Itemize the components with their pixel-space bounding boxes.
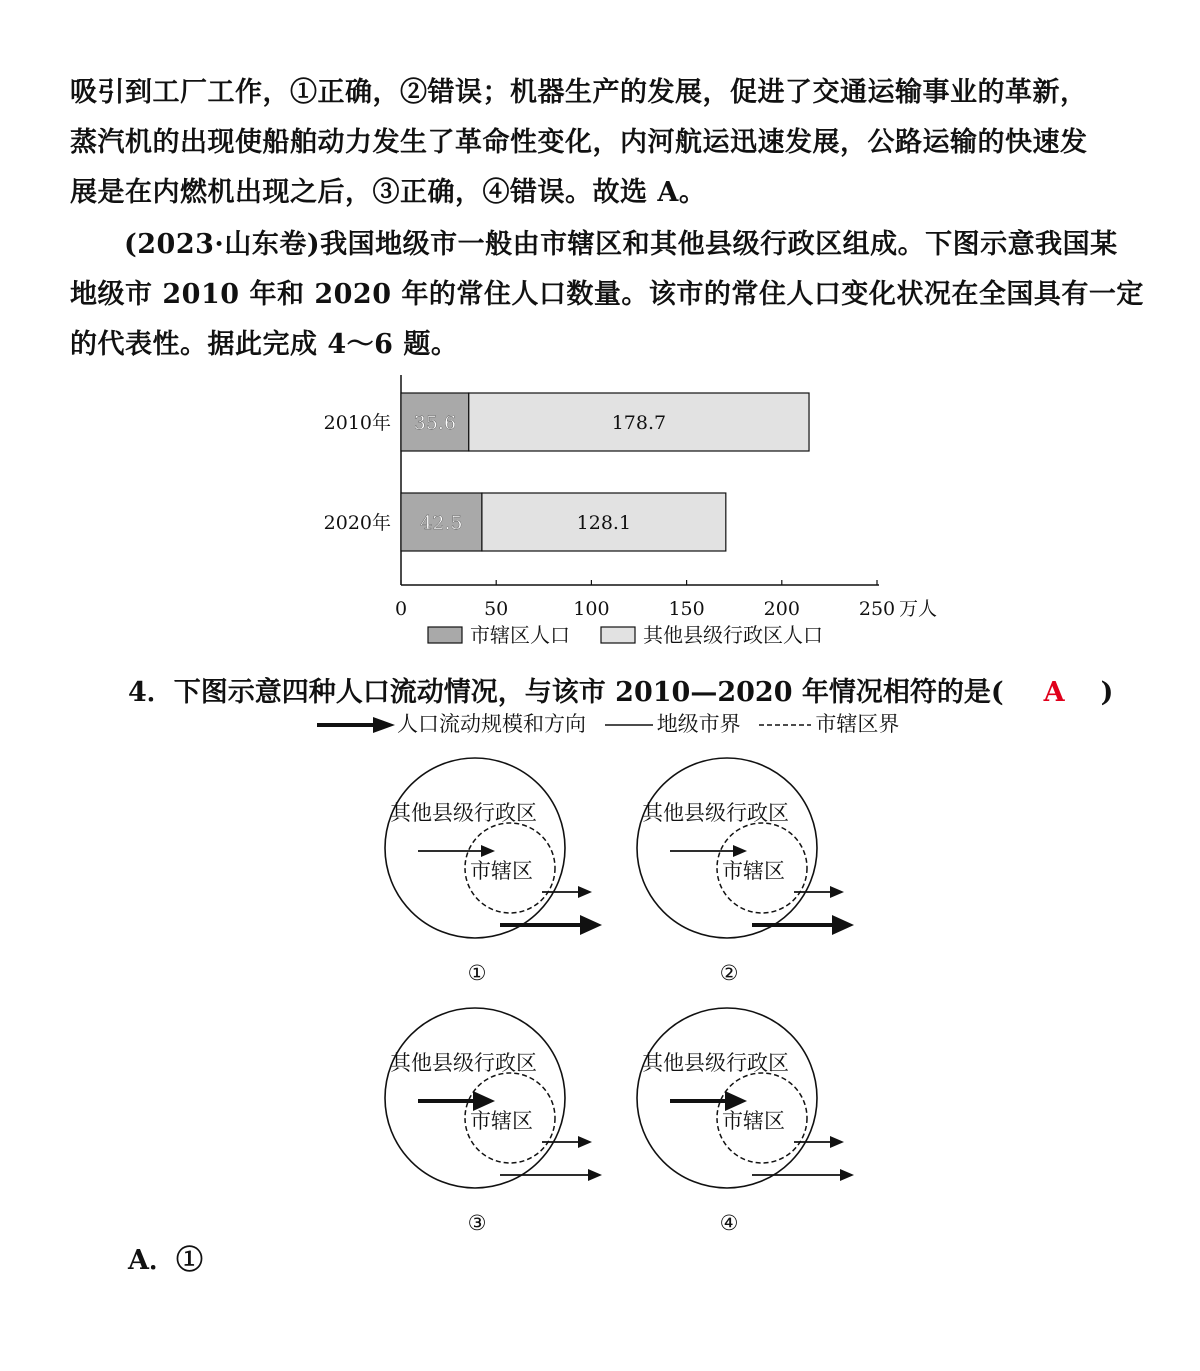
x-tick-label: 200 bbox=[763, 598, 800, 620]
panel-number: ② bbox=[719, 961, 739, 985]
x-tick-label: 250 bbox=[858, 598, 896, 620]
bar-value-label: 128.1 bbox=[576, 512, 632, 534]
answer-mark: A bbox=[1043, 677, 1065, 708]
bar-value-label: 35.6 bbox=[413, 412, 457, 434]
explanation-line: 展是在内燃机出现之后，③正确，④错误。故选 A。 bbox=[70, 177, 707, 208]
inner-district-label: 市辖区 bbox=[722, 1109, 785, 1133]
population-flow-diagram bbox=[370, 745, 890, 1240]
x-tick-label: 0 bbox=[394, 598, 408, 620]
flow-arrow-icon bbox=[315, 715, 397, 735]
district-border-icon bbox=[755, 715, 815, 735]
city-border-label: 地级市界 bbox=[656, 712, 741, 736]
question-line: 地级市 2010 年和 2020 年的常住人口数量。该市的常住人口变化状况在全国具有一定 bbox=[70, 279, 1144, 310]
flow-arrow-head bbox=[588, 1169, 602, 1181]
question-stem bbox=[70, 220, 1160, 370]
district-border-label: 市辖区界 bbox=[815, 712, 900, 736]
flow-arrow-label: 人口流动规模和方向 bbox=[397, 712, 586, 736]
city-border-circle bbox=[637, 758, 817, 938]
outer-region-label: 其他县级行政区 bbox=[642, 801, 789, 825]
flow-arrow-head bbox=[473, 1091, 495, 1111]
explanation-paragraph bbox=[70, 68, 1160, 218]
outer-region-label: 其他县级行政区 bbox=[390, 1051, 537, 1075]
flow-arrow-head bbox=[578, 886, 592, 898]
question-4-close: ) bbox=[1100, 677, 1114, 708]
explanation-line: 蒸汽机的出现使船舶动力发生了革命性变化，内河航运迅速发展，公路运输的快速发 bbox=[70, 127, 1088, 158]
flow-arrow-head bbox=[840, 1169, 854, 1181]
bar-value-label: 178.7 bbox=[611, 412, 667, 434]
panel-number: ④ bbox=[719, 1211, 739, 1235]
bar-value-label: 42.5 bbox=[420, 512, 463, 534]
question-line: 的代表性。据此完成 4～6 题。 bbox=[70, 329, 459, 360]
question-4-text: 4．下图示意四种人口流动情况，与该市 2010—2020 年情况相符的是( bbox=[128, 677, 1004, 708]
legend-label: 其他县级行政区人口 bbox=[643, 623, 823, 647]
flow-arrow-head bbox=[832, 915, 854, 935]
y-category-label: 2020年 bbox=[323, 512, 391, 534]
flow-legend bbox=[315, 708, 899, 738]
explanation-line: 吸引到工厂工作，①正确，②错误；机器生产的发展，促进了交通运输事业的革新， bbox=[70, 77, 1088, 108]
inner-district-label: 市辖区 bbox=[470, 1109, 533, 1133]
flow-arrow-head bbox=[725, 1091, 747, 1111]
outer-region-label: 其他县级行政区 bbox=[390, 801, 537, 825]
legend-label: 市辖区人口 bbox=[470, 623, 570, 647]
y-category-label: 2010年 bbox=[323, 412, 391, 434]
panel-number: ① bbox=[467, 961, 487, 985]
flow-arrow-head bbox=[481, 845, 495, 857]
flow-arrow-head bbox=[733, 845, 747, 857]
flow-arrow-head bbox=[580, 915, 602, 935]
inner-district-label: 市辖区 bbox=[470, 859, 533, 883]
city-border-circle bbox=[385, 758, 565, 938]
x-tick-label: 100 bbox=[573, 598, 610, 620]
question-4 bbox=[128, 670, 1113, 709]
flow-arrow-head bbox=[830, 1136, 844, 1148]
panel-number: ③ bbox=[467, 1211, 487, 1235]
flow-arrow-head bbox=[578, 1136, 592, 1148]
population-bar-chart bbox=[300, 365, 960, 665]
question-line: (2023·山东卷)我国地级市一般由市辖区和其他县级行政区组成。下图示意我国某 bbox=[124, 229, 1118, 260]
legend-swatch bbox=[601, 627, 635, 643]
x-tick-label: 50 bbox=[484, 598, 509, 620]
x-tick-label: 150 bbox=[668, 598, 705, 620]
city-border-icon bbox=[601, 715, 657, 735]
inner-district-label: 市辖区 bbox=[722, 859, 785, 883]
legend-swatch bbox=[428, 627, 462, 643]
choice-a: A．① bbox=[128, 1245, 203, 1276]
x-unit-label: 万人 bbox=[899, 598, 938, 620]
outer-region-label: 其他县级行政区 bbox=[642, 1051, 789, 1075]
flow-arrow-head bbox=[830, 886, 844, 898]
